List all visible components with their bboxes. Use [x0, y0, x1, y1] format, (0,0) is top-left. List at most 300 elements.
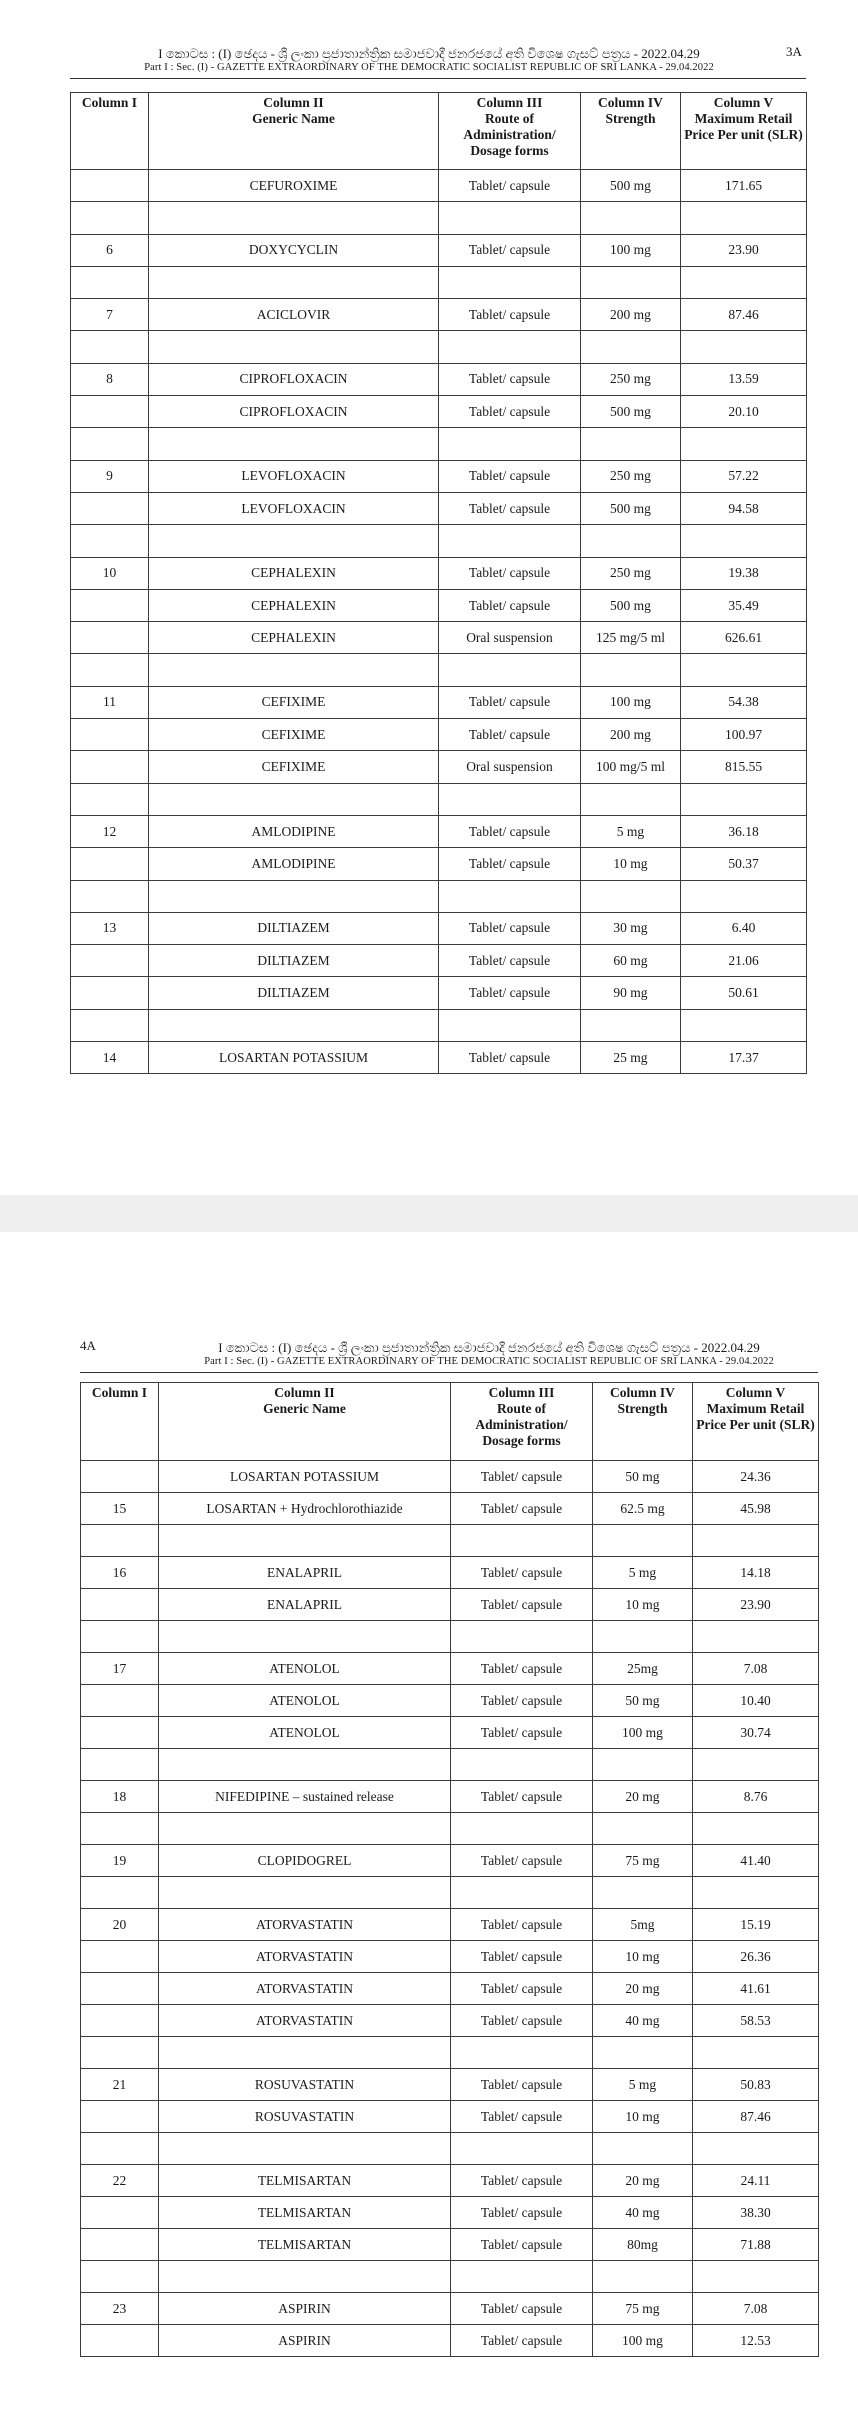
table-row	[71, 880, 807, 912]
cell-column-i: 22	[81, 2165, 159, 2197]
cell-dosage-form	[439, 783, 581, 815]
cell-column-i	[71, 589, 149, 621]
cell-column-i	[81, 2325, 159, 2357]
cell-generic-name	[159, 1813, 451, 1845]
table-row	[71, 460, 807, 492]
header-generic-name	[149, 93, 439, 170]
table-row	[81, 1781, 819, 1813]
cell-generic-name: ENALAPRIL	[159, 1589, 451, 1621]
cell-strength	[593, 2261, 693, 2293]
header-rule	[70, 78, 806, 79]
cell-max-retail-price: 12.53	[693, 2325, 819, 2357]
table-row	[71, 234, 807, 266]
cell-strength: 500 mg	[581, 396, 681, 428]
cell-strength: 90 mg	[581, 977, 681, 1009]
header-generic-name-subtitle: Generic Name	[263, 1401, 346, 1416]
table-row	[71, 589, 807, 621]
cell-strength: 250 mg	[581, 460, 681, 492]
cell-generic-name: LEVOFLOXACIN	[149, 492, 439, 524]
cell-max-retail-price: 8.76	[693, 1781, 819, 1813]
cell-generic-name: AMLODIPINE	[149, 815, 439, 847]
cell-max-retail-price	[681, 202, 807, 234]
cell-column-i	[81, 2261, 159, 2293]
cell-strength: 100 mg	[593, 2325, 693, 2357]
cell-max-retail-price: 24.36	[693, 1461, 819, 1493]
cell-max-retail-price	[693, 2037, 819, 2069]
cell-generic-name: CEPHALEXIN	[149, 622, 439, 654]
cell-strength: 500 mg	[581, 170, 681, 202]
cell-strength: 62.5 mg	[593, 1493, 693, 1525]
cell-generic-name: TELMISARTAN	[159, 2197, 451, 2229]
table-row	[81, 1589, 819, 1621]
cell-max-retail-price: 26.36	[693, 1941, 819, 1973]
cell-max-retail-price	[681, 783, 807, 815]
cell-strength	[593, 1749, 693, 1781]
cell-dosage-form: Tablet/ capsule	[439, 945, 581, 977]
cell-max-retail-price	[681, 654, 807, 686]
cell-column-i: 8	[71, 363, 149, 395]
cell-max-retail-price: 10.40	[693, 1685, 819, 1717]
cell-max-retail-price: 21.06	[681, 945, 807, 977]
cell-dosage-form: Oral suspension	[439, 751, 581, 783]
cell-strength: 250 mg	[581, 557, 681, 589]
cell-column-i	[81, 2133, 159, 2165]
table-row	[71, 1042, 807, 1074]
cell-dosage-form: Tablet/ capsule	[451, 1653, 593, 1685]
table-row	[71, 363, 807, 395]
cell-strength: 40 mg	[593, 2197, 693, 2229]
cell-dosage-form: Tablet/ capsule	[451, 1973, 593, 2005]
cell-generic-name: ATORVASTATIN	[159, 1909, 451, 1941]
cell-column-i	[71, 396, 149, 428]
cell-generic-name: ATENOLOL	[159, 1717, 451, 1749]
cell-max-retail-price: 13.59	[681, 363, 807, 395]
cell-generic-name: DILTIAZEM	[149, 945, 439, 977]
header-generic-name-subtitle: Generic Name	[252, 111, 335, 126]
table-row	[71, 848, 807, 880]
cell-dosage-form: Tablet/ capsule	[439, 557, 581, 589]
cell-max-retail-price: 87.46	[681, 299, 807, 331]
gazette-header-english: Part I : Sec. (I) - GAZETTE EXTRAORDINARY OF THE DEMOCRATIC SOCIALIST REPUBLIC OF SRI LANKA - 29.04.2022	[144, 62, 714, 73]
cell-strength: 100 mg	[593, 1717, 693, 1749]
table-row	[81, 2325, 819, 2357]
table-row	[71, 331, 807, 363]
cell-generic-name: ATENOLOL	[159, 1653, 451, 1685]
header-rule	[80, 1372, 818, 1373]
table-row	[71, 396, 807, 428]
table-row	[71, 815, 807, 847]
cell-dosage-form: Tablet/ capsule	[439, 234, 581, 266]
cell-strength	[581, 525, 681, 557]
cell-max-retail-price: 50.83	[693, 2069, 819, 2101]
table-row	[71, 977, 807, 1009]
cell-dosage-form: Tablet/ capsule	[451, 1461, 593, 1493]
header-dosage-form	[439, 93, 581, 170]
cell-max-retail-price: 15.19	[693, 1909, 819, 1941]
cell-max-retail-price: 23.90	[693, 1589, 819, 1621]
cell-dosage-form	[451, 2037, 593, 2069]
cell-dosage-form: Tablet/ capsule	[439, 460, 581, 492]
cell-dosage-form	[439, 525, 581, 557]
cell-strength	[593, 1525, 693, 1557]
header-max-retail-price-subtitle: Maximum Retail Price Per unit (SLR)	[696, 1401, 815, 1432]
cell-max-retail-price: 50.37	[681, 848, 807, 880]
cell-max-retail-price: 87.46	[693, 2101, 819, 2133]
cell-dosage-form: Tablet/ capsule	[451, 1845, 593, 1877]
header-dosage-form-subtitle: Route of Administration/ Dosage forms	[463, 111, 556, 158]
cell-column-i	[71, 170, 149, 202]
cell-strength: 10 mg	[593, 2101, 693, 2133]
cell-dosage-form: Tablet/ capsule	[451, 1909, 593, 1941]
cell-dosage-form	[439, 654, 581, 686]
cell-generic-name	[149, 331, 439, 363]
cell-strength	[581, 880, 681, 912]
cell-column-i	[81, 2101, 159, 2133]
gazette-header-sinhala: I කොටස : (I) ඡෙදය - ශ්‍රී ලංකා ප්‍රජාතාන්ත්‍රික සමාජවාදී ජනරජයේ අති විශෙෂ ගැසට් පත්‍රය - 2022.04.29	[158, 46, 700, 61]
table-row	[81, 2229, 819, 2261]
cell-strength: 250 mg	[581, 363, 681, 395]
page-number: 4A	[80, 1338, 96, 1353]
cell-generic-name: ROSUVASTATIN	[159, 2101, 451, 2133]
cell-max-retail-price: 17.37	[681, 1042, 807, 1074]
cell-column-i: 12	[71, 815, 149, 847]
cell-max-retail-price: 30.74	[693, 1717, 819, 1749]
cell-max-retail-price: 815.55	[681, 751, 807, 783]
page-separator	[0, 1195, 858, 1232]
cell-generic-name: DOXYCYCLIN	[149, 234, 439, 266]
cell-strength: 10 mg	[593, 1941, 693, 1973]
cell-strength: 25 mg	[581, 1042, 681, 1074]
header-generic-name-title: Column II	[263, 95, 324, 110]
cell-strength: 30 mg	[581, 912, 681, 944]
cell-dosage-form: Tablet/ capsule	[439, 170, 581, 202]
cell-generic-name: CIPROFLOXACIN	[149, 396, 439, 428]
cell-max-retail-price: 35.49	[681, 589, 807, 621]
cell-generic-name	[159, 2133, 451, 2165]
cell-max-retail-price	[693, 2261, 819, 2293]
table-row	[81, 2261, 819, 2293]
cell-column-i: 19	[81, 1845, 159, 1877]
cell-max-retail-price	[681, 266, 807, 298]
table-row	[81, 2037, 819, 2069]
cell-generic-name: AMLODIPINE	[149, 848, 439, 880]
cell-column-i	[71, 848, 149, 880]
cell-max-retail-price	[693, 1813, 819, 1845]
cell-column-i	[81, 1813, 159, 1845]
cell-generic-name: CEPHALEXIN	[149, 557, 439, 589]
cell-dosage-form: Tablet/ capsule	[439, 363, 581, 395]
table-row	[81, 2101, 819, 2133]
cell-strength: 500 mg	[581, 589, 681, 621]
cell-column-i	[71, 202, 149, 234]
cell-strength: 5 mg	[581, 815, 681, 847]
cell-strength: 25mg	[593, 1653, 693, 1685]
cell-column-i	[81, 1621, 159, 1653]
cell-dosage-form: Tablet/ capsule	[439, 686, 581, 718]
cell-generic-name	[159, 1749, 451, 1781]
cell-max-retail-price: 7.08	[693, 2293, 819, 2325]
cell-dosage-form: Tablet/ capsule	[451, 1717, 593, 1749]
cell-dosage-form	[439, 202, 581, 234]
cell-max-retail-price	[681, 331, 807, 363]
table-row	[71, 751, 807, 783]
cell-dosage-form	[439, 428, 581, 460]
table-row	[81, 2133, 819, 2165]
header-max-retail-price-subtitle: Maximum Retail Price Per unit (SLR)	[684, 111, 803, 142]
cell-dosage-form: Tablet/ capsule	[451, 1557, 593, 1589]
table-row	[81, 1621, 819, 1653]
cell-column-i: 17	[81, 1653, 159, 1685]
table-row	[81, 1685, 819, 1717]
cell-generic-name: CIPROFLOXACIN	[149, 363, 439, 395]
cell-max-retail-price: 14.18	[693, 1557, 819, 1589]
table-row	[71, 945, 807, 977]
cell-generic-name: CEFIXIME	[149, 719, 439, 751]
table-row	[81, 1493, 819, 1525]
cell-max-retail-price: 6.40	[681, 912, 807, 944]
cell-strength	[581, 202, 681, 234]
table-row	[81, 1717, 819, 1749]
cell-column-i: 13	[71, 912, 149, 944]
cell-strength	[593, 1621, 693, 1653]
table-row	[71, 1009, 807, 1041]
table-row	[71, 492, 807, 524]
cell-strength: 10 mg	[593, 1589, 693, 1621]
cell-strength: 50 mg	[593, 1461, 693, 1493]
cell-generic-name	[159, 1525, 451, 1557]
cell-max-retail-price: 7.08	[693, 1653, 819, 1685]
cell-dosage-form	[439, 1009, 581, 1041]
gazette-header-sinhala: I කොටස : (I) ඡෙදය - ශ්‍රී ලංකා ප්‍රජාතාන්ත්‍රික සමාජවාදී ජනරජයේ අති විශෙෂ ගැසට් පත්‍රය - 2022.04.29	[218, 1340, 760, 1355]
cell-strength: 5 mg	[593, 1557, 693, 1589]
cell-column-i	[71, 266, 149, 298]
cell-column-i	[71, 1009, 149, 1041]
cell-generic-name: LEVOFLOXACIN	[149, 460, 439, 492]
header-strength	[593, 1383, 693, 1461]
cell-column-i	[71, 751, 149, 783]
table-row	[81, 2005, 819, 2037]
cell-max-retail-price	[681, 428, 807, 460]
cell-dosage-form: Tablet/ capsule	[439, 492, 581, 524]
table-row	[81, 2197, 819, 2229]
header-max-retail-price	[693, 1383, 819, 1461]
cell-generic-name: CEFIXIME	[149, 751, 439, 783]
cell-dosage-form: Tablet/ capsule	[451, 2325, 593, 2357]
table-row	[71, 686, 807, 718]
cell-max-retail-price: 41.40	[693, 1845, 819, 1877]
cell-dosage-form: Tablet/ capsule	[439, 848, 581, 880]
cell-column-i: 18	[81, 1781, 159, 1813]
cell-generic-name: CEFIXIME	[149, 686, 439, 718]
table-row	[71, 266, 807, 298]
table-row	[81, 2069, 819, 2101]
cell-generic-name	[149, 266, 439, 298]
table-row	[81, 1845, 819, 1877]
cell-max-retail-price: 58.53	[693, 2005, 819, 2037]
cell-dosage-form: Tablet/ capsule	[451, 1941, 593, 1973]
cell-dosage-form	[439, 266, 581, 298]
table-row	[81, 1813, 819, 1845]
cell-strength: 20 mg	[593, 1973, 693, 2005]
gazette-page-4a	[0, 1232, 858, 2415]
cell-strength: 200 mg	[581, 719, 681, 751]
cell-strength: 500 mg	[581, 492, 681, 524]
cell-strength: 5mg	[593, 1909, 693, 1941]
cell-strength	[581, 1009, 681, 1041]
cell-max-retail-price: 41.61	[693, 1973, 819, 2005]
cell-max-retail-price: 54.38	[681, 686, 807, 718]
cell-column-i	[81, 2229, 159, 2261]
cell-max-retail-price: 94.58	[681, 492, 807, 524]
cell-generic-name	[159, 1877, 451, 1909]
cell-column-i: 14	[71, 1042, 149, 1074]
cell-column-i: 16	[81, 1557, 159, 1589]
cell-max-retail-price: 50.61	[681, 977, 807, 1009]
page-number: 3A	[786, 44, 802, 59]
cell-strength	[581, 331, 681, 363]
cell-strength	[593, 1813, 693, 1845]
cell-generic-name: NIFEDIPINE – sustained release	[159, 1781, 451, 1813]
cell-strength	[581, 783, 681, 815]
cell-generic-name: TELMISARTAN	[159, 2229, 451, 2261]
table-row	[71, 783, 807, 815]
cell-max-retail-price: 626.61	[681, 622, 807, 654]
header-max-retail-price-title: Column V	[725, 1385, 786, 1400]
cell-strength: 125 mg/5 ml	[581, 622, 681, 654]
cell-column-i	[81, 1877, 159, 1909]
table-row	[81, 2165, 819, 2197]
table-row	[81, 1461, 819, 1493]
table-row	[81, 1877, 819, 1909]
cell-generic-name: LOSARTAN POTASSIUM	[149, 1042, 439, 1074]
cell-generic-name	[149, 654, 439, 686]
cell-max-retail-price: 36.18	[681, 815, 807, 847]
table-row	[81, 2293, 819, 2325]
cell-dosage-form: Tablet/ capsule	[451, 2101, 593, 2133]
cell-strength	[593, 1877, 693, 1909]
cell-generic-name: LOSARTAN + Hydrochlorothiazide	[159, 1493, 451, 1525]
cell-generic-name: ATORVASTATIN	[159, 1973, 451, 2005]
cell-column-i: 6	[71, 234, 149, 266]
cell-column-i	[81, 1461, 159, 1493]
cell-column-i	[71, 622, 149, 654]
cell-column-i: 23	[81, 2293, 159, 2325]
cell-generic-name	[159, 1621, 451, 1653]
cell-column-i	[81, 1589, 159, 1621]
cell-strength: 200 mg	[581, 299, 681, 331]
cell-generic-name: ATENOLOL	[159, 1685, 451, 1717]
table-row	[81, 1653, 819, 1685]
cell-dosage-form: Tablet/ capsule	[451, 2293, 593, 2325]
cell-column-i	[71, 719, 149, 751]
header-dosage-form	[451, 1383, 593, 1461]
cell-column-i: 15	[81, 1493, 159, 1525]
cell-dosage-form: Tablet/ capsule	[451, 1781, 593, 1813]
table-row	[71, 170, 807, 202]
cell-strength: 20 mg	[593, 2165, 693, 2197]
cell-generic-name: ASPIRIN	[159, 2325, 451, 2357]
cell-generic-name	[149, 202, 439, 234]
cell-dosage-form: Tablet/ capsule	[451, 1685, 593, 1717]
header-column-i	[71, 93, 149, 170]
cell-generic-name	[159, 2037, 451, 2069]
cell-column-i	[71, 525, 149, 557]
header-max-retail-price-title: Column V	[713, 95, 774, 110]
gazette-page-3a	[0, 0, 858, 1195]
cell-max-retail-price: 19.38	[681, 557, 807, 589]
cell-dosage-form: Tablet/ capsule	[439, 977, 581, 1009]
cell-max-retail-price: 171.65	[681, 170, 807, 202]
header-dosage-form-title: Column III	[488, 1385, 555, 1400]
cell-max-retail-price: 24.11	[693, 2165, 819, 2197]
cell-strength: 40 mg	[593, 2005, 693, 2037]
cell-dosage-form: Tablet/ capsule	[439, 815, 581, 847]
cell-dosage-form: Tablet/ capsule	[451, 2197, 593, 2229]
cell-max-retail-price: 23.90	[681, 234, 807, 266]
table-row	[81, 1941, 819, 1973]
cell-column-i: 11	[71, 686, 149, 718]
price-table	[80, 1382, 819, 2357]
cell-strength: 20 mg	[593, 1781, 693, 1813]
header-generic-name	[159, 1383, 451, 1461]
table-row	[81, 1909, 819, 1941]
cell-dosage-form: Tablet/ capsule	[451, 1589, 593, 1621]
cell-generic-name	[149, 880, 439, 912]
cell-column-i	[81, 1717, 159, 1749]
cell-strength: 60 mg	[581, 945, 681, 977]
cell-max-retail-price	[693, 2133, 819, 2165]
header-strength-subtitle: Strength	[605, 111, 656, 126]
cell-column-i	[81, 1973, 159, 2005]
header-max-retail-price	[681, 93, 807, 170]
cell-max-retail-price	[681, 880, 807, 912]
cell-generic-name	[149, 783, 439, 815]
cell-strength	[593, 2133, 693, 2165]
cell-max-retail-price: 20.10	[681, 396, 807, 428]
cell-dosage-form: Tablet/ capsule	[439, 299, 581, 331]
cell-column-i	[81, 2037, 159, 2069]
cell-generic-name: TELMISARTAN	[159, 2165, 451, 2197]
cell-strength: 100 mg	[581, 686, 681, 718]
cell-dosage-form	[451, 2133, 593, 2165]
cell-dosage-form	[451, 2261, 593, 2293]
header-column-i-title: Column I	[91, 1385, 148, 1400]
table-row	[81, 1749, 819, 1781]
cell-dosage-form: Tablet/ capsule	[439, 396, 581, 428]
cell-strength	[581, 428, 681, 460]
header-generic-name-title: Column II	[274, 1385, 335, 1400]
cell-dosage-form	[451, 1877, 593, 1909]
cell-strength	[581, 266, 681, 298]
cell-max-retail-price: 45.98	[693, 1493, 819, 1525]
cell-max-retail-price: 71.88	[693, 2229, 819, 2261]
cell-dosage-form	[439, 331, 581, 363]
cell-generic-name: CLOPIDOGREL	[159, 1845, 451, 1877]
header-strength	[581, 93, 681, 170]
cell-strength: 80mg	[593, 2229, 693, 2261]
cell-generic-name: ACICLOVIR	[149, 299, 439, 331]
cell-dosage-form: Tablet/ capsule	[451, 2005, 593, 2037]
cell-dosage-form: Tablet/ capsule	[451, 1493, 593, 1525]
table-row	[71, 202, 807, 234]
table-row	[71, 912, 807, 944]
cell-column-i	[81, 2005, 159, 2037]
cell-column-i: 9	[71, 460, 149, 492]
cell-column-i	[71, 331, 149, 363]
cell-dosage-form: Tablet/ capsule	[451, 2069, 593, 2101]
header-dosage-form-subtitle: Route of Administration/ Dosage forms	[475, 1401, 568, 1448]
cell-generic-name	[149, 428, 439, 460]
